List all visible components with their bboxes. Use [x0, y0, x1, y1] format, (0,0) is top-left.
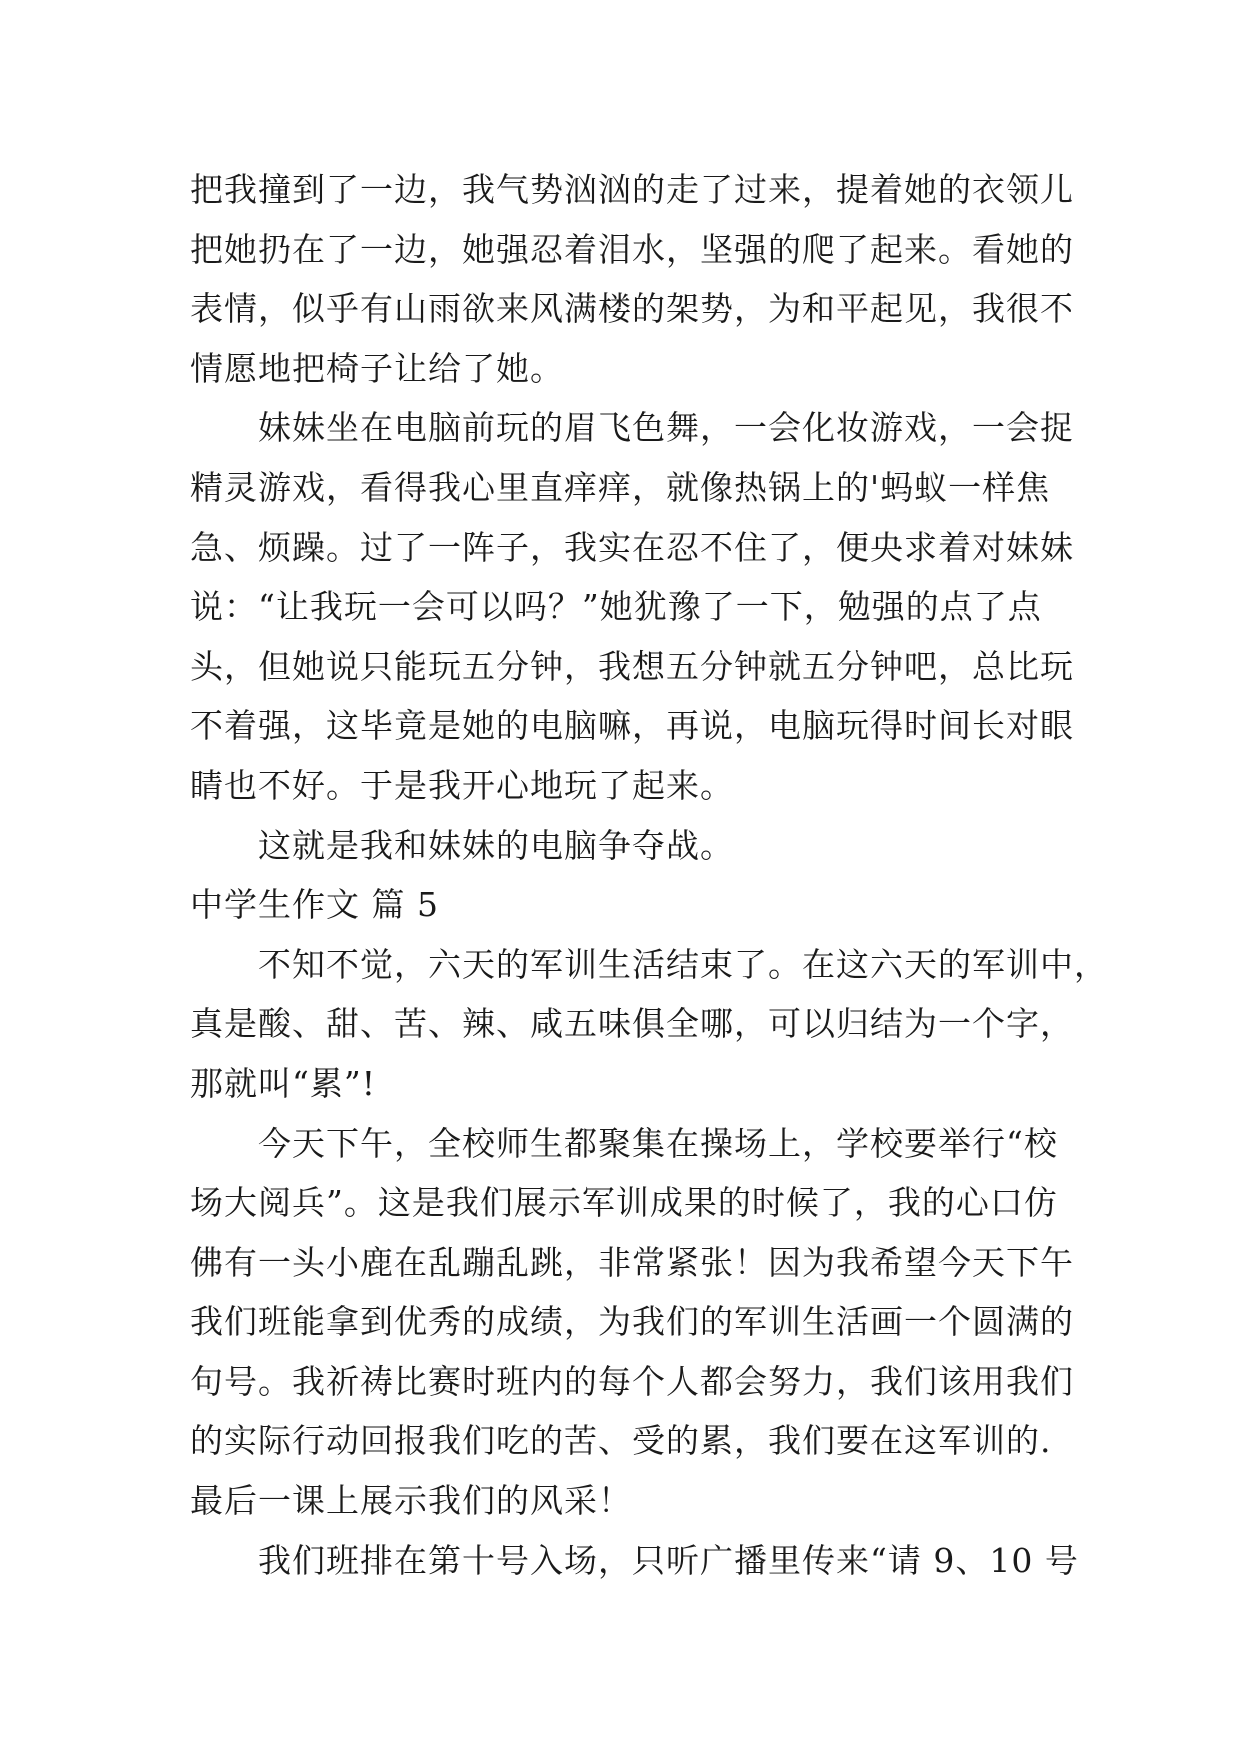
text-line: 表情，似乎有山雨欲来风满楼的架势，为和平起见，我很不	[190, 289, 1074, 329]
text-line: 说：“让我玩一会可以吗？”她犹豫了一下，勉强的点了点	[190, 587, 1042, 627]
text-line: 那就叫“累”!	[190, 1063, 377, 1103]
text-line: 真是酸、甜、苦、辣、咸五味俱全哪，可以归结为一个字，	[190, 1004, 1074, 1044]
text-line: 场大阅兵”。这是我们展示军训成果的时候了，我的心口仿	[190, 1183, 1058, 1223]
text-line: 不知不觉，六天的军训生活结束了。在这六天的军训中，	[258, 944, 1108, 984]
text-line: 不着强，这毕竟是她的电脑嘛，再说，电脑玩得时间长对眼	[190, 706, 1074, 746]
text-line: 的实际行动回报我们吃的苦、受的累，我们要在这军训的.	[190, 1421, 1052, 1461]
text-line: 今天下午，全校师生都聚集在操场上，学校要举行“校	[258, 1123, 1058, 1163]
essay-text-block	[190, 160, 1108, 1590]
text-line: 句号。我祈祷比赛时班内的每个人都会努力，我们该用我们	[190, 1361, 1074, 1401]
text-line: 我们班排在第十号入场，只听广播里传来“请 9、10 号	[258, 1540, 1079, 1580]
text-line: 佛有一头小鹿在乱蹦乱跳，非常紧张！因为我希望今天下午	[190, 1242, 1074, 1282]
text-line: 最后一课上展示我们的风采！	[190, 1481, 632, 1521]
text-line: 我们班能拿到优秀的成绩，为我们的军训生活画一个圆满的	[190, 1302, 1074, 1342]
text-line: 头，但她说只能玩五分钟，我想五分钟就五分钟吧，总比玩	[190, 646, 1074, 686]
text-line: 睛也不好。于是我开心地玩了起来。	[190, 765, 734, 805]
text-line: 把我撞到了一边，我气势汹汹的走了过来，提着她的衣领儿	[190, 170, 1074, 209]
section-heading: 中学生作文 篇 5	[190, 885, 439, 925]
text-line: 情愿地把椅子让给了她。	[190, 348, 564, 388]
text-line: 妹妹坐在电脑前玩的眉飞色舞，一会化妆游戏，一会捉	[258, 408, 1074, 448]
text-line: 急、烦躁。过了一阵子，我实在忍不住了，便央求着对妹妹	[190, 527, 1074, 567]
text-line: 把她扔在了一边，她强忍着泪水，坚强的爬了起来。看她的	[190, 229, 1074, 269]
text-line: 精灵游戏，看得我心里直痒痒，就像热锅上的'蚂蚁一样焦	[190, 467, 1051, 507]
text-line: 这就是我和妹妹的电脑争夺战。	[258, 825, 734, 865]
